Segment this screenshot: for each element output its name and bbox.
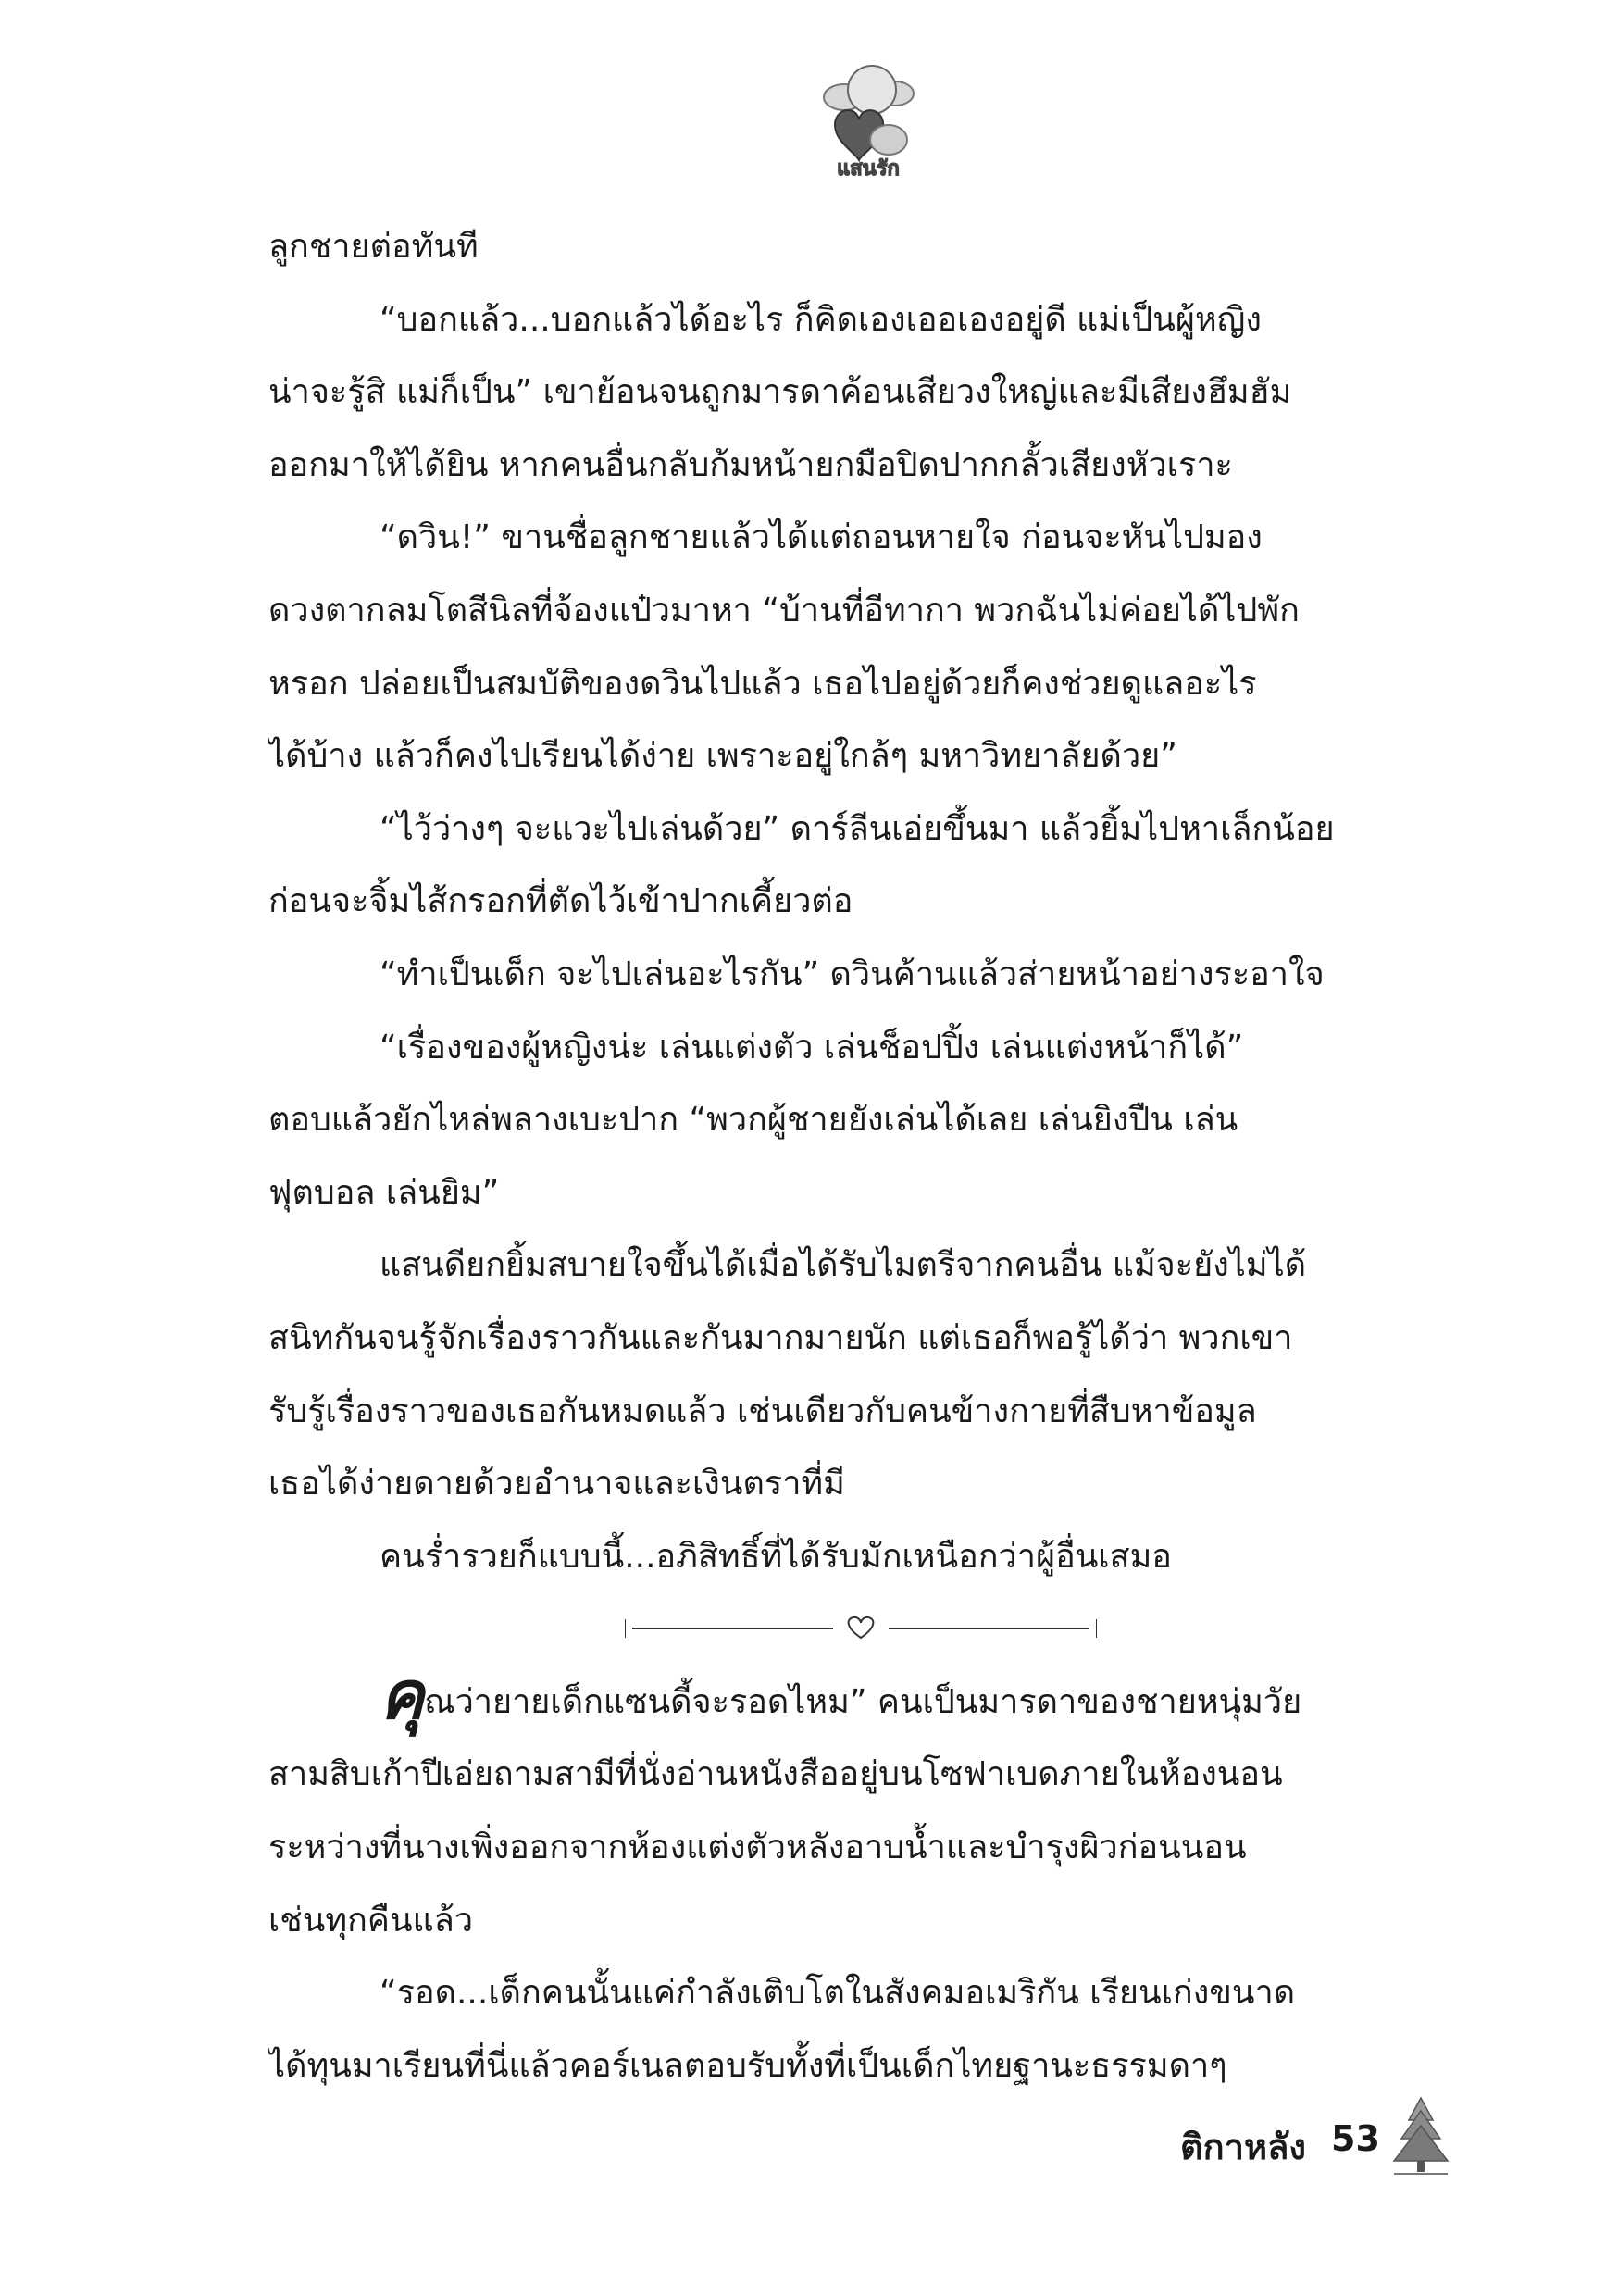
text-line: “ไว้ว่างๆ จะแวะไปเล่นด้วย” ดาร์ลีนเอ่ยขึ้นมา แล้วยิ้มไปหาเล็กน้อย [380,809,1335,848]
text-line: คนร่ำรวยก็แบบนี้...อภิสิทธิ์ที่ได้รับมักเหนือกว่าผู้อื่นเสมอ [380,1537,1172,1576]
text-line: “รอด...เด็กคนนั้นแค่กำลังเติบโตในสังคมอเมริกัน เรียนเก่งขนาด [380,1974,1296,2013]
text-line: ดวงตากลมโตสีนิลที่จ้องแป๋วมาหา “บ้านที่อีทากา พวกฉันไม่ค่อยได้ไปพัก [268,591,1300,630]
text-line: ลูกชายต่อทันที [268,228,479,266]
text-line: เช่นทุกคืนแล้ว [268,1901,474,1940]
text-line: สามสิบเก้าปีเอ่ยถามสามีที่นั่งอ่านหนังสืออยู่บนโซฟาเบดภายในห้องนอน [268,1755,1283,1794]
text-line: ตอบแล้วยักไหล่พลางเบะปาก “พวกผู้ชายยังเล่นได้เลย เล่นยิงปืน เล่น [268,1101,1238,1140]
text-before-divider [268,211,1446,1593]
text-line: “เรื่องของผู้หญิงน่ะ เล่นแต่งตัว เล่นช็อปปิ้ง เล่นแต่งหน้าก็ได้” [380,1028,1244,1067]
logo-text: แสนรัก [837,157,900,181]
text-line: รับรู้เรื่องราวของเธอกันหมดแล้ว เช่นเดียวกับคนข้างกายที่สืบหาข้อมูล [268,1391,1257,1430]
text-line: ก่อนจะจิ้มไส้กรอกที่ตัดไว้เข้าปากเคี้ยวต่อ [268,882,853,921]
text-line: สนิทกันจนรู้จักเรื่องราวกันและกันมากมายนัก แต่เธอก็พอรู้ได้ว่า พวกเขา [268,1318,1293,1357]
text-line: “ทำเป็นเด็ก จะไปเล่นอะไรกัน” ดวินค้านแล้วส่ายหน้าอย่างระอาใจ [380,955,1325,993]
text-line: ระหว่างที่นางเพิ่งออกจากห้องแต่งตัวหลังอาบน้ำและบำรุงผิวก่อนนอน [268,1828,1247,1867]
text-after-divider [268,1739,1446,2103]
dropcap: คุ [380,1666,425,1734]
text-line: เธอได้ง่ายดายด้วยอำนาจและเงินตราที่มี [268,1465,845,1504]
page-number: 53 [1331,2118,1380,2159]
text-line: ได้บ้าง แล้วก็คงไปเรียนได้ง่าย เพราะอยู่ใกล้ๆ มหาวิทยาลัยด้วย” [268,737,1177,776]
body-text [268,211,1446,2103]
heart-divider-icon [625,1612,1097,1645]
cupid-heart-icon [807,51,927,181]
text-line: แสนดียกยิ้มสบายใจขึ้นได้เมื่อได้รับไมตรีจากคนอื่น แม้จะยังไม่ได้ [380,1246,1307,1285]
text-line: ฟุตบอล เล่นยิม” [268,1173,500,1212]
text-line: “บอกแล้ว...บอกแล้วได้อะไร ก็คิดเองเออเองอยู่ดี แม่เป็นผู้หญิง [380,300,1262,339]
book-title: ติกาหลัง [1180,2127,1306,2167]
text-line: น่าจะรู้สิ แม่ก็เป็น” เขาย้อนจนถูกมารดาค้อนเสียวงใหญ่และมีเสียงฮึมฮัม [268,373,1292,412]
pine-tree-icon [1388,2094,1453,2177]
dropcap-line-rest: ณว่ายายเด็กแซนดี้จะรอดไหม” คนเป็นมารดาของชายหนุ่มวัย [424,1682,1302,1721]
text-line: “ดวิน!” ขานชื่อลูกชายแล้วได้แต่ถอนหายใจ ก่อนจะหันไปมอง [380,518,1263,557]
dropcap-line [268,1666,1446,1740]
text-line: หรอก ปล่อยเป็นสมบัติของดวินไปแล้ว เธอไปอยู่ด้วยก็คงช่วยดูแลอะไร [268,664,1257,703]
text-line: ออกมาให้ได้ยิน หากคนอื่นกลับก้มหน้ายกมือปิดปากกลั้วเสียงหัวเราะ [268,445,1233,484]
text-line: ได้ทุนมาเรียนที่นี่แล้วคอร์เนลตอบรับทั้งที่เป็นเด็กไทยฐานะธรรมดาๆ [268,2046,1227,2085]
section-divider [268,1593,1446,1666]
